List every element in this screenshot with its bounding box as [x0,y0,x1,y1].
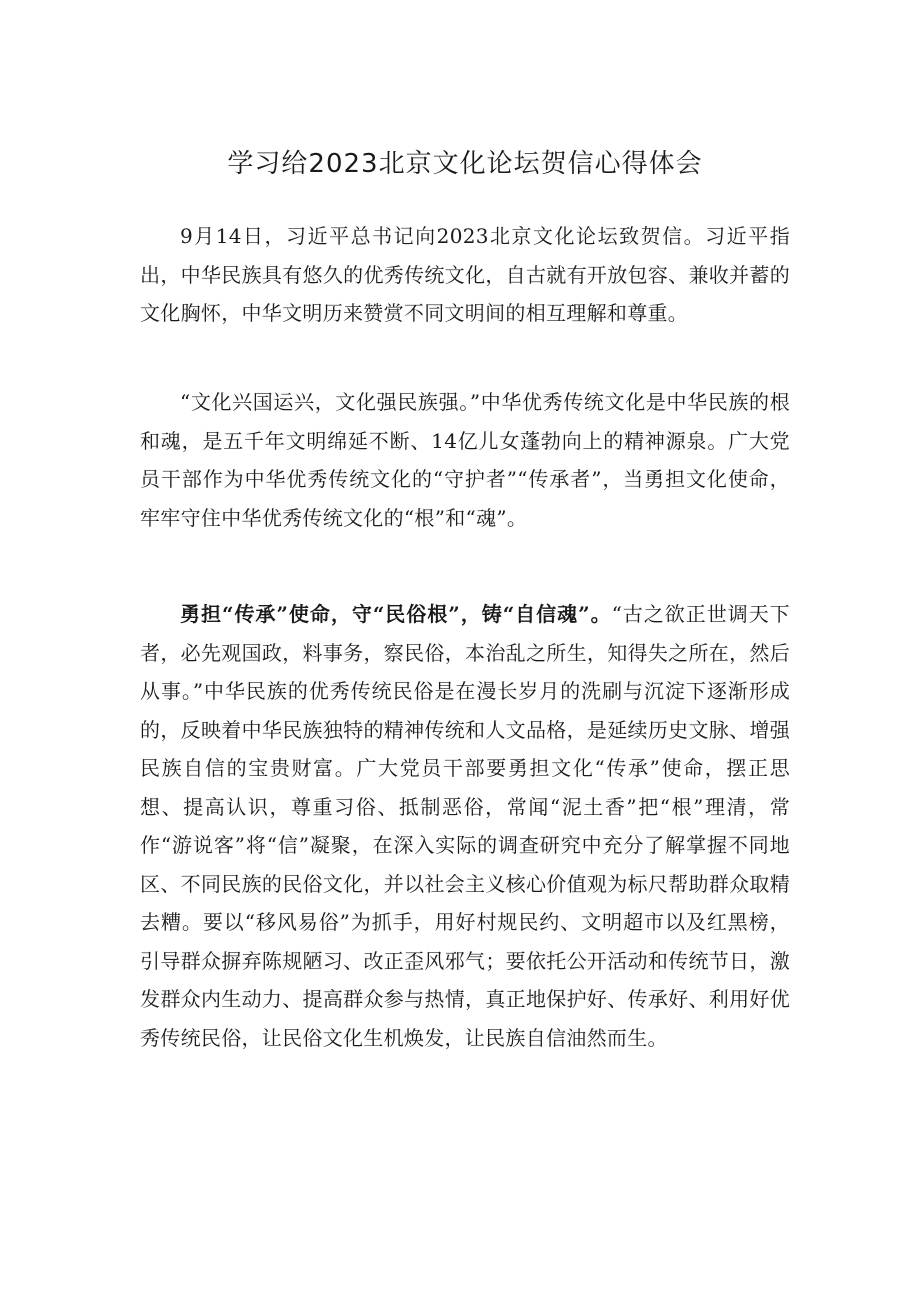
paragraph-2 [140,383,790,537]
paragraph-3 [140,595,790,1057]
paragraph-3-text: “古之欲正世调天下者，必先观国政，料事务，察民俗，本治乱之所生，知得失之所在，然后从事。”中华民族的优秀传统民俗是在漫长岁月的洗刷与沉淀下逐渐形成的，反映着中华民族独特的精神传统和人文品格，是延续历史文脉、增强民族自信的宝贵财富。广大党员干部要勇担文化“传承”使命，摆正思想、提高认识，尊重习俗、抵制恶俗，常闻“泥土香”把“根”理清，常作“游说客”将“信”凝聚，在深入实际的调查研究中充分了解掌握不同地区、不同民族的民俗文化，并以社会主义核心价值观为标尺帮助群众取精去糟。要以“移风易俗”为抓手，用好村规民约、文明超市以及红黑榜，引导群众摒弃陈规陋习、改正歪风邪气；要依托公开活动和传统节日，激发群众内生动力、提高群众参与热情，真正地保护好、传承好、利用好优秀传统民俗，让民俗文化生机焕发，让民族自信油然而生。 [140,602,790,1050]
paragraph-1 [140,217,790,333]
paragraph-3-lead: 勇担“传承”使命，守“民俗根”，铸“自信魂”。 [180,602,612,626]
paragraph-1-text: 9月14日，习近平总书记向2023北京文化论坛致贺信。习近平指出，中华民族具有悠久的优秀传统文化，自古就有开放包容、兼收并蓄的文化胸怀，中华文明历来赞赏不同文明间的相互理解和尊重。 [140,224,790,325]
paragraph-2-text: “文化兴国运兴，文化强民族强。”中华优秀传统文化是中华民族的根和魂，是五千年文明绵延不断、14亿儿女蓬勃向上的精神源泉。广大党员干部作为中华优秀传统文化的“守护者”“传承者”，当勇担文化使命，牢牢守住中华优秀传统文化的“根”和“魂”。 [140,390,790,530]
document-title: 学习给2023北京文化论坛贺信心得体会 [227,149,703,179]
